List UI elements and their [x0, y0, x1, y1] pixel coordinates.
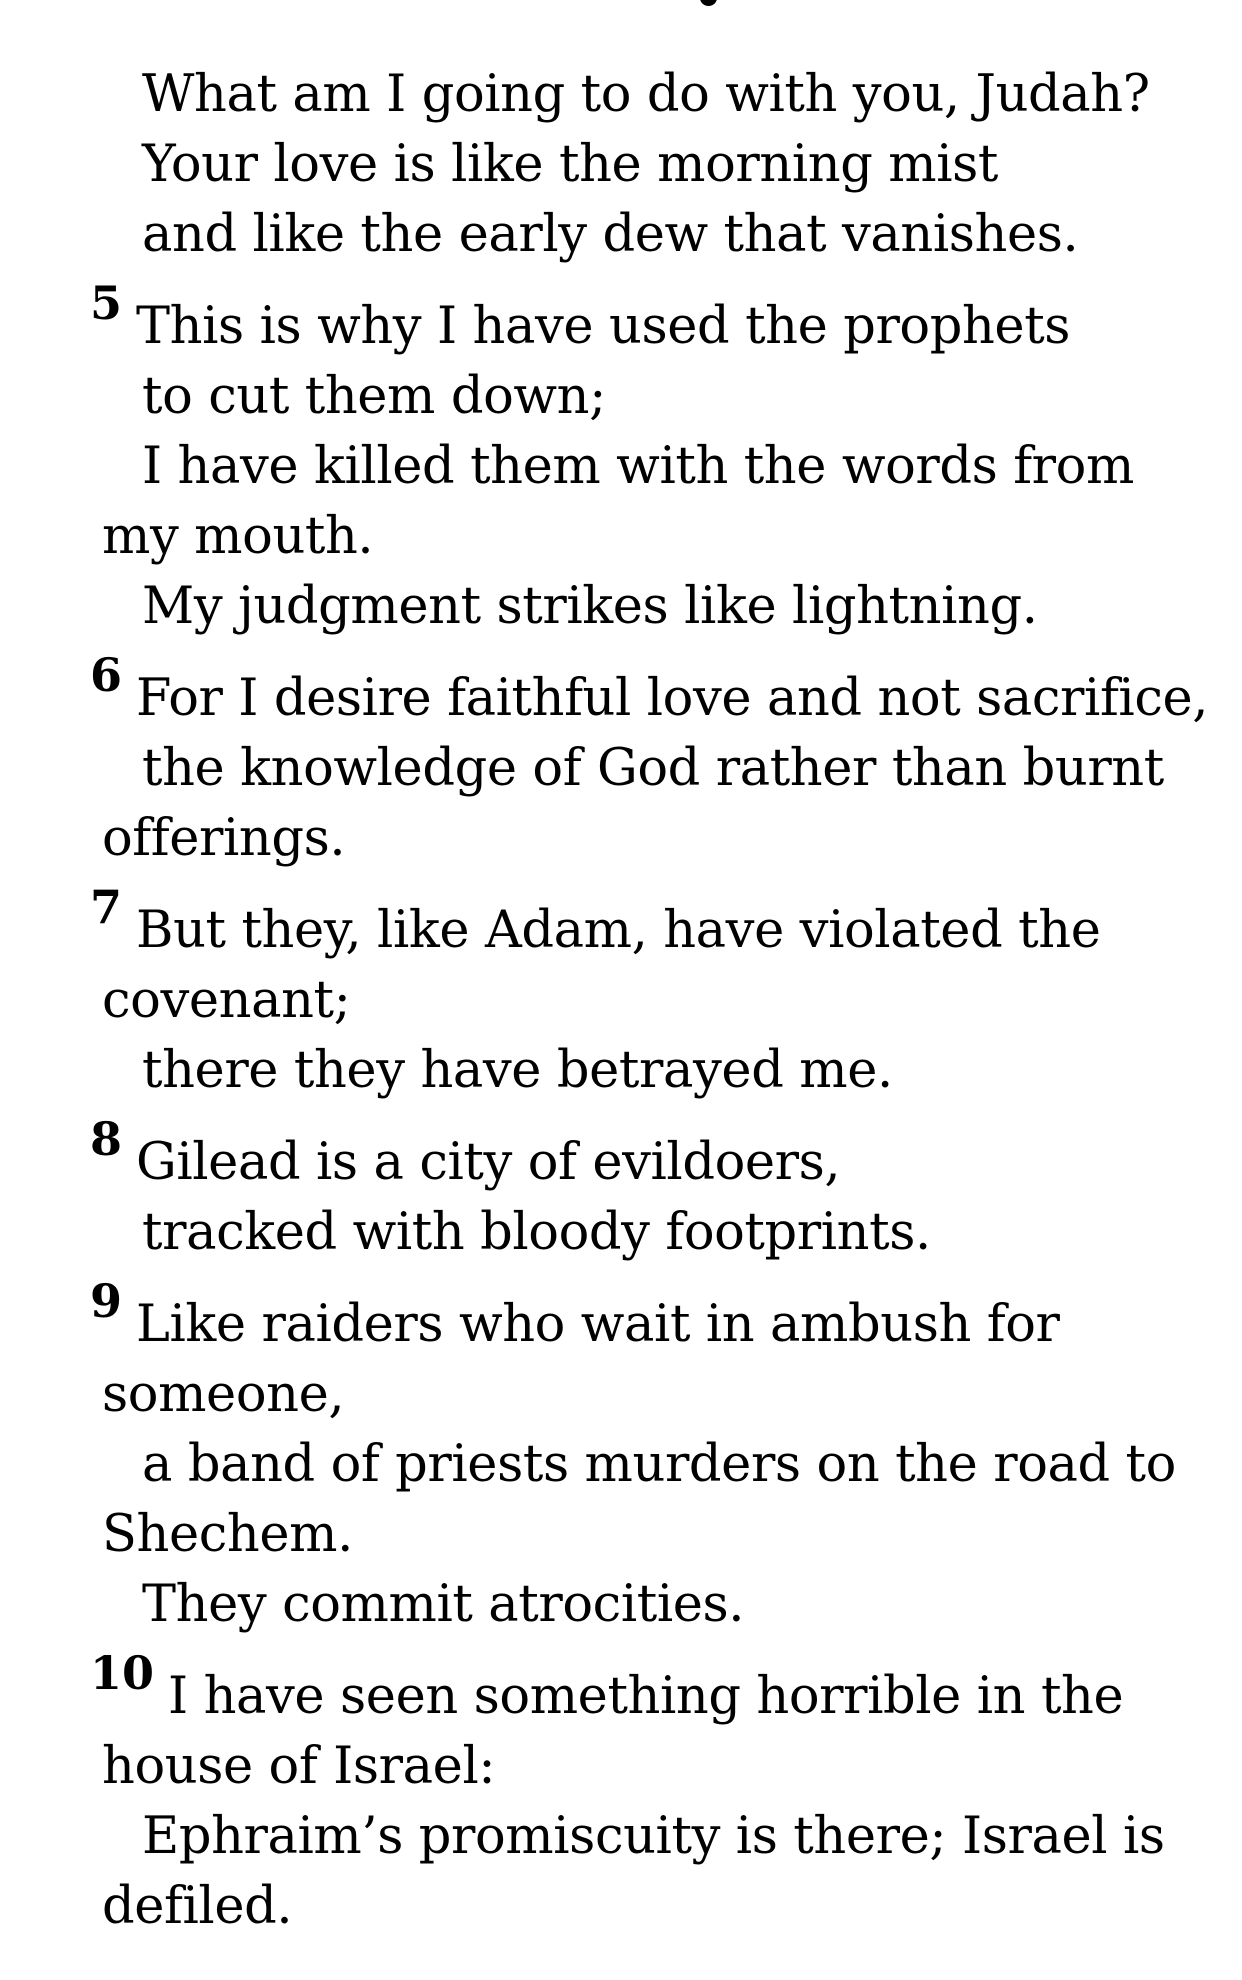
line-text: Your love is like the morning mist — [142, 135, 998, 194]
verse-start-line: 8 Gilead is a city of evildoers, — [90, 1112, 841, 1192]
poetry-line — [142, 572, 1164, 642]
line-text: my mouth. — [102, 507, 374, 566]
line-text: For I desire faithful love and not sacrifice, — [136, 669, 1209, 728]
wrapped-line — [102, 502, 1164, 572]
line-text: covenant; — [102, 971, 351, 1030]
line-text: defiled. — [102, 1877, 293, 1936]
verse-start-line: 10 I have seen something horrible in the — [90, 1646, 1124, 1726]
verse-start-line: 5 This is why I have used the prophets — [90, 276, 1071, 356]
line-text: But they, like Adam, have violated the — [136, 901, 1101, 960]
poetry-line — [142, 60, 1164, 130]
poetry-line — [142, 1198, 1164, 1268]
wrapped-line — [102, 804, 1164, 874]
line-text: the knowledge of God rather than burnt — [142, 739, 1164, 798]
line-text: someone, — [102, 1365, 345, 1424]
line-text: I have killed them with the words from — [142, 437, 1134, 496]
line-text: Like raiders who wait in ambush for — [136, 1295, 1060, 1354]
line-text: Ephraim’s promiscuity is there; Israel is — [142, 1807, 1165, 1866]
line-text: to cut them down; — [142, 367, 606, 426]
line-text: Shechem. — [102, 1505, 353, 1564]
line-text: a band of priests murders on the road to — [142, 1435, 1176, 1494]
line-text: I have seen something horrible in the — [168, 1667, 1124, 1726]
verse-start-line: 7 But they, like Adam, have violated the — [90, 880, 1101, 960]
verse-start-line: 6 For I desire faithful love and not sacrifice, — [90, 648, 1209, 728]
poetry-line — [142, 1802, 1164, 1872]
line-text: offerings. — [102, 809, 346, 868]
line-text: there they have betrayed me. — [142, 1041, 893, 1100]
poetry-line — [142, 1570, 1164, 1640]
verse-start-line: 9 Like raiders who wait in ambush for — [90, 1274, 1060, 1354]
line-text: What am I going to do with you, Judah? — [142, 65, 1150, 124]
wrapped-line — [102, 1872, 1164, 1942]
poetry-line — [142, 130, 1164, 200]
poetry-line — [142, 1036, 1164, 1106]
line-text: tracked with bloody footprints. — [142, 1203, 931, 1262]
line-text: Gilead is a city of evildoers, — [136, 1133, 841, 1192]
line-text: and like the early dew that vanishes. — [142, 205, 1079, 264]
poetry-line — [142, 432, 1164, 502]
poetry-line — [142, 200, 1164, 270]
wrapped-line — [102, 966, 1164, 1036]
wrapped-line — [102, 1360, 1164, 1430]
line-text: This is why I have used the prophets — [136, 297, 1071, 356]
line-text: My judgment strikes like lightning. — [142, 577, 1038, 636]
wrapped-line — [102, 1500, 1164, 1570]
line-text: house of Israel: — [102, 1737, 496, 1796]
poetry-line — [142, 1430, 1176, 1500]
line-text: They commit atrocities. — [142, 1575, 745, 1634]
poetry-line — [142, 734, 1164, 804]
poetry-line — [142, 362, 1164, 432]
wrapped-line — [102, 1732, 1164, 1802]
